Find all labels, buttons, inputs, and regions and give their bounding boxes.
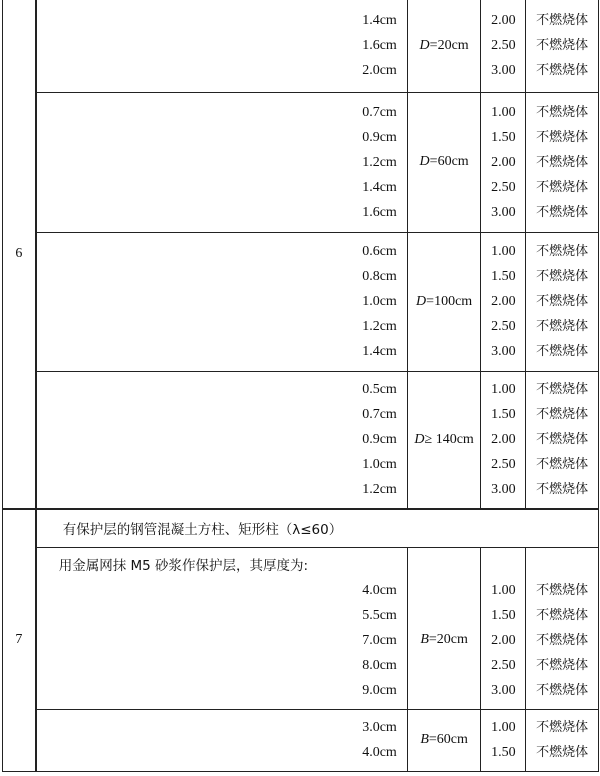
- thickness-value: 8.0cm: [362, 657, 397, 673]
- property-value: 不燃烧体: [536, 154, 589, 170]
- section-heading: 有保护层的钢管混凝土方柱、矩形柱（λ≤60）: [36, 509, 599, 547]
- property-value: 不燃烧体: [536, 244, 589, 259]
- property-cell: [526, 92, 599, 232]
- hours-value: 2.00: [491, 154, 516, 170]
- dimension-value: ≥ 140cm: [424, 431, 474, 447]
- dimension-value: =60cm: [428, 732, 468, 747]
- property-cell: [526, 0, 599, 92]
- hours-value: 1.50: [491, 269, 516, 284]
- dimension-cell: [407, 547, 481, 709]
- dimension-var: B: [420, 632, 429, 647]
- thickness-value: 1.2cm: [362, 319, 397, 334]
- thickness-value: 7.0cm: [362, 632, 397, 648]
- property-value: 不燃烧体: [536, 720, 589, 735]
- dimension-value: =20cm: [428, 632, 468, 647]
- property-value: 不燃烧体: [536, 129, 589, 145]
- row-number: 6: [3, 0, 36, 509]
- property-value: 不燃烧体: [536, 382, 589, 398]
- hours-value: 3.00: [491, 682, 516, 698]
- hours-value: 1.00: [491, 582, 516, 598]
- table-row: [3, 709, 599, 771]
- property-value: 不燃烧体: [536, 745, 589, 760]
- thickness-value: 1.4cm: [362, 344, 397, 359]
- property-value: 不燃烧体: [536, 319, 589, 334]
- property-cell: [526, 547, 599, 709]
- hours-cell: [481, 709, 526, 771]
- thickness-cell: [36, 92, 408, 232]
- property-value: 不燃烧体: [536, 682, 589, 698]
- property-cell: [526, 709, 599, 771]
- thickness-value: 0.8cm: [362, 269, 397, 284]
- hours-value: 2.00: [491, 294, 516, 309]
- thickness-cell: [36, 547, 408, 709]
- hours-value: 3.00: [491, 204, 516, 220]
- property-value: 不燃烧体: [536, 204, 589, 220]
- hours-cell: [481, 0, 526, 92]
- hours-value: 1.50: [491, 745, 516, 760]
- thickness-value: 1.0cm: [362, 457, 397, 473]
- thickness-cell: [36, 371, 408, 509]
- hours-value: 2.00: [491, 632, 516, 648]
- hours-value: 1.00: [491, 382, 516, 398]
- table-row: [3, 92, 599, 232]
- hours-value: 1.00: [491, 244, 516, 259]
- hours-value: 1.50: [491, 607, 516, 623]
- thickness-value: 1.2cm: [362, 154, 397, 170]
- thickness-value: 4.0cm: [362, 745, 397, 760]
- hours-value: 1.00: [491, 720, 516, 735]
- property-value: 不燃烧体: [536, 104, 589, 120]
- thickness-value: 0.9cm: [362, 129, 397, 145]
- hours-value: 3.00: [491, 344, 516, 359]
- thickness-value: 2.0cm: [362, 63, 397, 79]
- property-value: 不燃烧体: [536, 482, 589, 498]
- hours-cell: [481, 547, 526, 709]
- dimension-var: B: [420, 732, 429, 747]
- dimension-var: D: [419, 37, 430, 53]
- protection-description: 用金属网抹 M5 砂浆作保护层，其厚度为:: [58, 557, 309, 574]
- property-value: 不燃烧体: [536, 344, 589, 359]
- property-value: 不燃烧体: [536, 63, 589, 79]
- hours-value: 3.00: [491, 482, 516, 498]
- hours-value: 1.50: [491, 129, 516, 145]
- thickness-value: 1.6cm: [362, 38, 397, 54]
- hours-value: 3.00: [491, 63, 516, 79]
- fire-resistance-table: [2, 0, 599, 772]
- dimension-cell: [407, 371, 481, 509]
- hours-value: 2.50: [491, 457, 516, 473]
- hours-value: 2.50: [491, 319, 516, 334]
- thickness-value: 4.0cm: [362, 582, 397, 598]
- thickness-cell: [36, 0, 408, 92]
- property-value: 不燃烧体: [536, 582, 589, 598]
- dimension-var: D: [416, 293, 427, 309]
- hours-value: 2.50: [491, 38, 516, 54]
- hours-value: 1.50: [491, 407, 516, 423]
- property-value: 不燃烧体: [536, 607, 589, 623]
- dimension-var: D: [419, 154, 430, 169]
- row-number: 7: [3, 509, 36, 771]
- property-value: 不燃烧体: [536, 657, 589, 673]
- thickness-value: 3.0cm: [362, 720, 397, 735]
- hours-cell: [481, 92, 526, 232]
- thickness-value: 1.4cm: [362, 13, 397, 29]
- thickness-value: 5.5cm: [362, 607, 397, 623]
- dimension-value: =60cm: [429, 154, 469, 169]
- hours-value: 2.50: [491, 179, 516, 195]
- property-value: 不燃烧体: [536, 407, 589, 423]
- property-value: 不燃烧体: [536, 38, 589, 54]
- property-value: 不燃烧体: [536, 294, 589, 309]
- table-row: [3, 371, 599, 509]
- property-cell: [526, 371, 599, 509]
- thickness-cell: [36, 232, 408, 371]
- dimension-cell: [407, 709, 481, 771]
- hours-value: 2.50: [491, 657, 516, 673]
- thickness-value: 1.2cm: [362, 482, 397, 498]
- dimension-cell: [407, 232, 481, 371]
- property-value: 不燃烧体: [536, 457, 589, 473]
- dimension-value: =100cm: [426, 293, 473, 309]
- table-row: [3, 547, 599, 709]
- property-value: 不燃烧体: [536, 13, 589, 29]
- property-value: 不燃烧体: [536, 269, 589, 284]
- thickness-value: 0.7cm: [362, 407, 397, 423]
- thickness-value: 0.5cm: [362, 382, 397, 398]
- hours-value: 2.00: [491, 432, 516, 448]
- thickness-value: 1.4cm: [362, 179, 397, 195]
- hours-cell: [481, 371, 526, 509]
- thickness-value: 0.9cm: [362, 432, 397, 448]
- table-row: [3, 0, 599, 92]
- dimension-value: =20cm: [429, 37, 469, 53]
- table-row: [3, 509, 599, 547]
- table-row: [3, 232, 599, 371]
- thickness-value: 0.7cm: [362, 104, 397, 120]
- thickness-value: 0.6cm: [362, 244, 397, 259]
- thickness-value: 9.0cm: [362, 682, 397, 698]
- dimension-cell: [407, 0, 481, 92]
- property-value: 不燃烧体: [536, 179, 589, 195]
- thickness-value: 1.6cm: [362, 204, 397, 220]
- thickness-cell: [36, 709, 408, 771]
- dimension-var: D: [414, 431, 425, 447]
- property-value: 不燃烧体: [536, 632, 589, 648]
- dimension-cell: [407, 92, 481, 232]
- thickness-value: 1.0cm: [362, 294, 397, 309]
- hours-value: 2.00: [491, 13, 516, 29]
- property-value: 不燃烧体: [536, 432, 589, 448]
- hours-cell: [481, 232, 526, 371]
- property-cell: [526, 232, 599, 371]
- hours-value: 1.00: [491, 104, 516, 120]
